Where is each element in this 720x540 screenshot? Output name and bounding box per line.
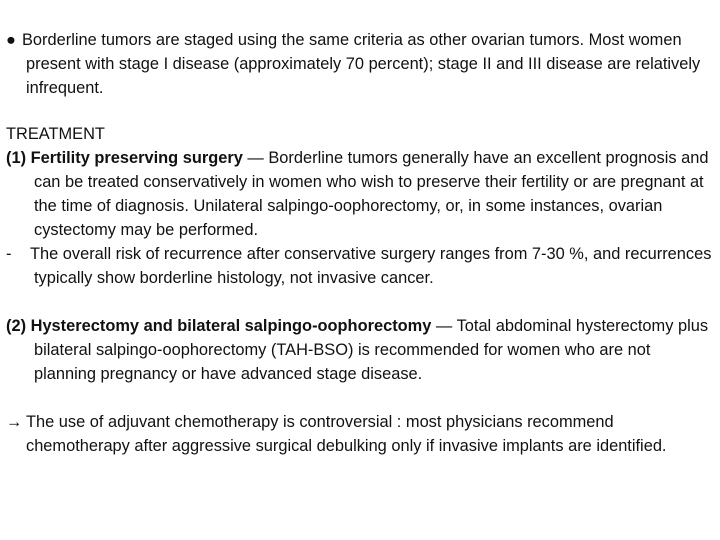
- item-number: (2): [6, 317, 27, 335]
- treatment-block: [6, 122, 714, 290]
- item-text: Borderline tumors generally have an excellent prognosis and can be treated conservatively in women who wish to preserve their fertility or are pregnant at the time of diagnosis. Unilateral salpingo-oophorectomy, or, in some instances, ovarian cystectomy may be performed.: [34, 149, 709, 239]
- intro-block: [6, 28, 714, 100]
- em-dash: —: [247, 149, 264, 167]
- intro-bullet-item: [6, 28, 714, 100]
- item-number: (1): [6, 149, 27, 167]
- hysterectomy-block: [6, 314, 714, 386]
- chemotherapy-note: [6, 410, 714, 458]
- treatment-item-hysterectomy: [6, 314, 714, 386]
- recurrence-text: The overall risk of recurrence after conservative surgery ranges from 7-30 %, and recurrences typically show borderline histology, not invasive cancer.: [30, 245, 712, 287]
- treatment-item-fertility: [6, 146, 714, 242]
- item-text: Total abdominal hysterectomy plus bilateral salpingo-oophorectomy (TAH-BSO) is recommended for women who are not planning pregnancy or have advanced stage disease.: [34, 317, 709, 383]
- recurrence-item: [6, 242, 714, 290]
- item-title: Fertility preserving surgery: [30, 149, 243, 167]
- treatment-heading: TREATMENT: [6, 125, 105, 143]
- dash-bullet: -: [6, 245, 12, 263]
- note-block: [6, 410, 714, 458]
- item-title: Hysterectomy and bilateral salpingo-oophorectomy: [30, 317, 432, 335]
- note-text: The use of adjuvant chemotherapy is controversial : most physicians recommend chemotherapy after aggressive surgical debulking only if invasive implants are identified.: [26, 413, 667, 455]
- intro-text: Borderline tumors are staged using the same criteria as other ovarian tumors. Most women present with stage I disease (approximately 70 percent); stage II and III disease are relatively infrequent.: [22, 31, 701, 97]
- bullet-icon: ●: [6, 31, 16, 49]
- arrow-right-icon: →: [6, 413, 23, 431]
- em-dash: —: [435, 317, 453, 335]
